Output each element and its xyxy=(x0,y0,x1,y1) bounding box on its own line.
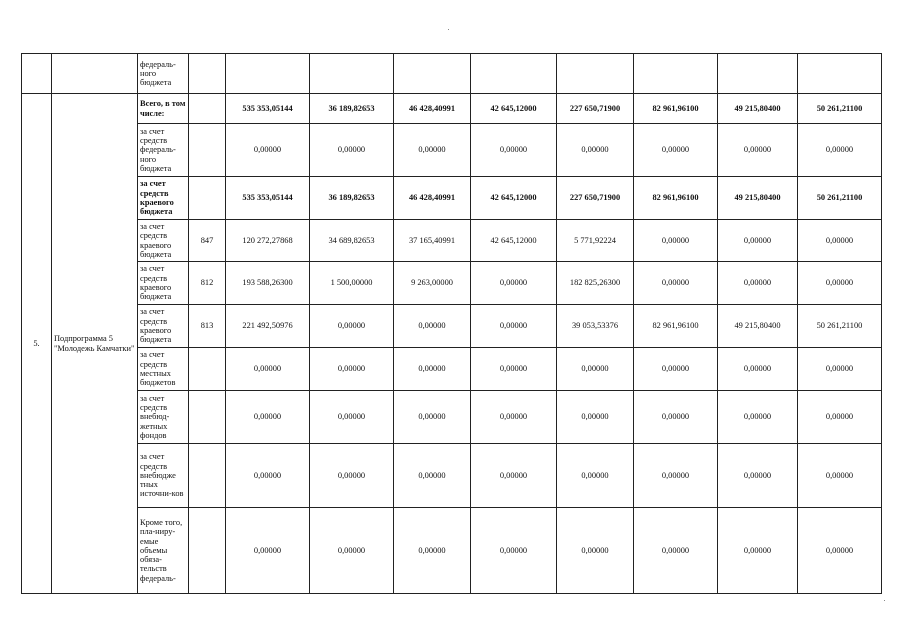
code-cell xyxy=(189,54,226,94)
value-cell: 0,00000 xyxy=(798,391,882,444)
table-row xyxy=(22,444,882,508)
value-cell: 0,00000 xyxy=(718,220,798,262)
code-cell: 847 xyxy=(189,220,226,262)
value-cell xyxy=(798,54,882,94)
value-cell: 0,00000 xyxy=(394,124,471,177)
table-row xyxy=(22,94,882,124)
value-cell xyxy=(310,54,394,94)
scan-speck xyxy=(448,29,449,30)
value-cell: 0,00000 xyxy=(718,444,798,508)
table-row xyxy=(22,262,882,305)
value-cell: 0,00000 xyxy=(798,444,882,508)
value-cell: 34 689,82653 xyxy=(310,220,394,262)
value-cell: 37 165,40991 xyxy=(394,220,471,262)
value-cell: 535 353,05144 xyxy=(226,94,310,124)
code-cell xyxy=(189,391,226,444)
value-cell: 0,00000 xyxy=(634,444,718,508)
code-cell: 813 xyxy=(189,305,226,348)
code-cell xyxy=(189,94,226,124)
value-cell xyxy=(718,54,798,94)
table-row xyxy=(22,220,882,262)
value-cell: 0,00000 xyxy=(634,262,718,305)
value-cell: 0,00000 xyxy=(798,508,882,594)
value-cell: 49 215,80400 xyxy=(718,94,798,124)
row-label: за счет средств краевого бюджета xyxy=(138,262,189,305)
value-cell: 0,00000 xyxy=(718,348,798,391)
value-cell: 82 961,96100 xyxy=(634,305,718,348)
value-cell: 42 645,12000 xyxy=(471,177,557,220)
value-cell: 0,00000 xyxy=(226,444,310,508)
row-label: за счет средств краевого бюджета xyxy=(138,305,189,348)
row-index: 5. xyxy=(22,94,52,594)
row-label: за счет средств внебюд-жетных фондов xyxy=(138,391,189,444)
value-cell: 0,00000 xyxy=(226,391,310,444)
table-row xyxy=(22,305,882,348)
code-cell xyxy=(189,124,226,177)
value-cell: 0,00000 xyxy=(471,391,557,444)
row-label: за счет средств внебюдже тных источни-ков xyxy=(138,444,189,508)
value-cell: 0,00000 xyxy=(557,348,634,391)
table-row xyxy=(22,124,882,177)
table-row-top xyxy=(22,54,882,94)
value-cell: 0,00000 xyxy=(557,124,634,177)
value-cell: 49 215,80400 xyxy=(718,177,798,220)
value-cell: 0,00000 xyxy=(634,348,718,391)
value-cell: 46 428,40991 xyxy=(394,177,471,220)
value-cell: 42 645,12000 xyxy=(471,220,557,262)
value-cell: 0,00000 xyxy=(798,348,882,391)
value-cell xyxy=(557,54,634,94)
value-cell: 0,00000 xyxy=(310,305,394,348)
program-cell-top xyxy=(52,54,138,94)
budget-table xyxy=(21,53,882,594)
value-cell: 0,00000 xyxy=(471,262,557,305)
value-cell: 50 261,21100 xyxy=(798,94,882,124)
value-cell: 0,00000 xyxy=(634,220,718,262)
value-cell: 0,00000 xyxy=(310,348,394,391)
value-cell: 0,00000 xyxy=(394,305,471,348)
value-cell xyxy=(394,54,471,94)
row-label: за счет средств местных бюджетов xyxy=(138,348,189,391)
value-cell: 0,00000 xyxy=(226,124,310,177)
row-label: за счет средств краевого бюджета xyxy=(138,177,189,220)
table-row xyxy=(22,391,882,444)
value-cell: 0,00000 xyxy=(557,444,634,508)
value-cell: 0,00000 xyxy=(394,508,471,594)
table-row xyxy=(22,348,882,391)
value-cell: 36 189,82653 xyxy=(310,94,394,124)
value-cell: 535 353,05144 xyxy=(226,177,310,220)
value-cell: 221 492,50976 xyxy=(226,305,310,348)
value-cell: 227 650,71900 xyxy=(557,94,634,124)
value-cell xyxy=(226,54,310,94)
value-cell: 0,00000 xyxy=(557,391,634,444)
index-cell-top xyxy=(22,54,52,94)
value-cell: 46 428,40991 xyxy=(394,94,471,124)
value-cell: 0,00000 xyxy=(310,124,394,177)
code-cell xyxy=(189,508,226,594)
value-cell: 9 263,00000 xyxy=(394,262,471,305)
value-cell: 50 261,21100 xyxy=(798,177,882,220)
value-cell: 0,00000 xyxy=(394,391,471,444)
value-cell: 0,00000 xyxy=(718,508,798,594)
value-cell: 0,00000 xyxy=(798,124,882,177)
value-cell: 227 650,71900 xyxy=(557,177,634,220)
value-cell: 0,00000 xyxy=(634,391,718,444)
value-cell: 1 500,00000 xyxy=(310,262,394,305)
value-cell: 0,00000 xyxy=(634,124,718,177)
value-cell: 49 215,80400 xyxy=(718,305,798,348)
value-cell: 0,00000 xyxy=(718,124,798,177)
value-cell: 5 771,92224 xyxy=(557,220,634,262)
code-cell xyxy=(189,444,226,508)
value-cell: 0,00000 xyxy=(471,508,557,594)
value-cell: 39 053,53376 xyxy=(557,305,634,348)
value-cell: 0,00000 xyxy=(557,508,634,594)
scan-speck xyxy=(884,600,885,601)
row-label: за счет средств краевого бюджета xyxy=(138,220,189,262)
row-label: Кроме того, пла-ниру-емые объемы обяза-тельств федераль- xyxy=(138,508,189,594)
row-label: за счет средств федераль-ного бюджета xyxy=(138,124,189,177)
value-cell: 0,00000 xyxy=(226,508,310,594)
value-cell: 182 825,26300 xyxy=(557,262,634,305)
row-label: федераль-ного бюджета xyxy=(138,54,189,94)
value-cell: 82 961,96100 xyxy=(634,177,718,220)
value-cell: 0,00000 xyxy=(634,508,718,594)
value-cell: 0,00000 xyxy=(718,262,798,305)
value-cell: 36 189,82653 xyxy=(310,177,394,220)
value-cell xyxy=(634,54,718,94)
value-cell: 0,00000 xyxy=(798,262,882,305)
code-cell xyxy=(189,348,226,391)
code-cell xyxy=(189,177,226,220)
value-cell xyxy=(471,54,557,94)
code-cell: 812 xyxy=(189,262,226,305)
program-name: Подпрограмма 5 "Молодежь Камчатки" xyxy=(52,94,138,594)
table-row xyxy=(22,177,882,220)
value-cell: 42 645,12000 xyxy=(471,94,557,124)
value-cell: 50 261,21100 xyxy=(798,305,882,348)
value-cell: 0,00000 xyxy=(394,348,471,391)
value-cell: 120 272,27868 xyxy=(226,220,310,262)
value-cell: 0,00000 xyxy=(471,124,557,177)
value-cell: 0,00000 xyxy=(718,391,798,444)
value-cell: 0,00000 xyxy=(471,305,557,348)
value-cell: 0,00000 xyxy=(310,444,394,508)
value-cell: 0,00000 xyxy=(798,220,882,262)
value-cell: 193 588,26300 xyxy=(226,262,310,305)
value-cell: 82 961,96100 xyxy=(634,94,718,124)
value-cell: 0,00000 xyxy=(226,348,310,391)
value-cell: 0,00000 xyxy=(471,348,557,391)
value-cell: 0,00000 xyxy=(310,391,394,444)
value-cell: 0,00000 xyxy=(471,444,557,508)
table-row xyxy=(22,508,882,594)
value-cell: 0,00000 xyxy=(310,508,394,594)
row-label: Всего, в том числе: xyxy=(138,94,189,124)
value-cell: 0,00000 xyxy=(394,444,471,508)
